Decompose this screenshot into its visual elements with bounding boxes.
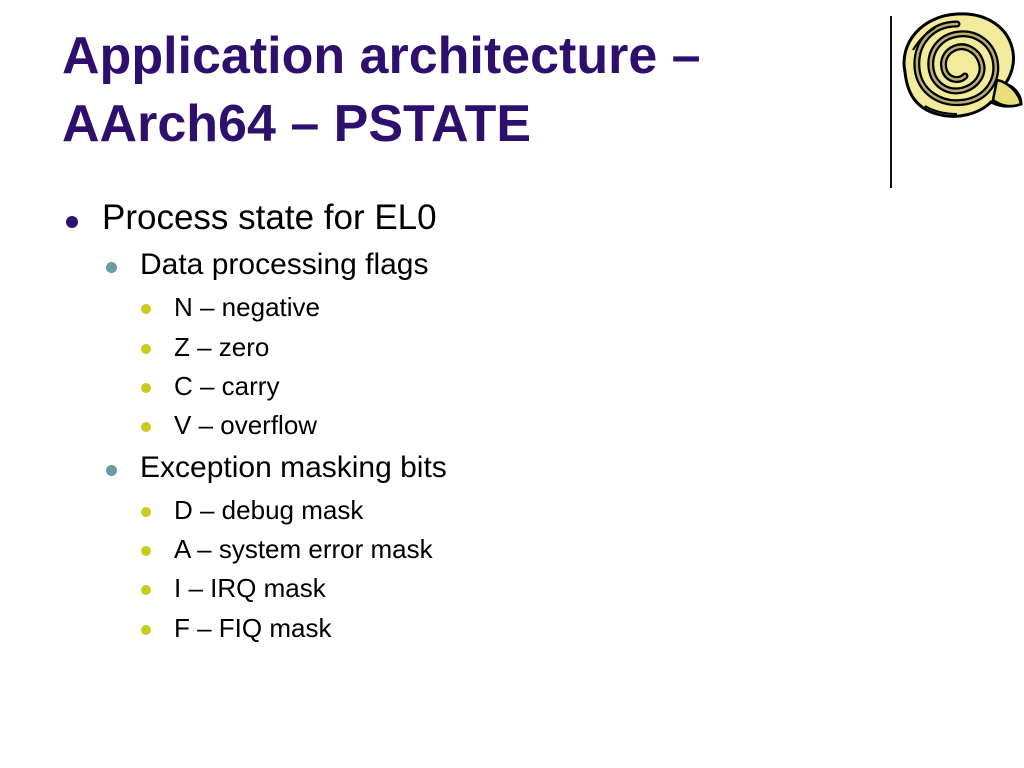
bullet-dot-level-2	[106, 465, 117, 476]
bullet-dot-level-3	[141, 304, 151, 314]
list-item: N – negative	[174, 292, 320, 322]
bullet-dot-level-3	[141, 507, 151, 517]
bullet-dot-level-3	[141, 383, 151, 393]
list-item: C – carry	[174, 371, 280, 401]
list-item: D – debug mask	[174, 495, 364, 525]
list-item: F – FIQ mask	[174, 613, 332, 643]
bullet-dot-level-1	[66, 216, 78, 228]
bullet-exception-masking-bits: Exception masking bits	[140, 451, 447, 484]
list-item: V – overflow	[174, 410, 318, 440]
bullet-dot-level-3	[141, 546, 151, 556]
bullet-dot-level-3	[141, 625, 151, 635]
slide-title-line-1: Application architecture –	[62, 27, 701, 85]
bullet-dot-level-3	[141, 585, 151, 595]
title-divider	[890, 16, 892, 188]
list-item: A – system error mask	[174, 534, 433, 564]
slide-title-line-2: AArch64 – PSTATE	[62, 95, 532, 153]
bullet-level-1: Process state for EL0	[102, 198, 437, 237]
bullet-dot-level-3	[141, 422, 151, 432]
slide-title	[62, 22, 862, 158]
bullet-dot-level-3	[141, 344, 151, 354]
list-item: Z – zero	[174, 332, 270, 362]
spiral-shell-icon	[895, 10, 1023, 122]
bullet-dot-level-2	[106, 262, 117, 273]
bullet-data-processing-flags: Data processing flags	[140, 248, 429, 281]
list-item: I – IRQ mask	[174, 573, 326, 603]
